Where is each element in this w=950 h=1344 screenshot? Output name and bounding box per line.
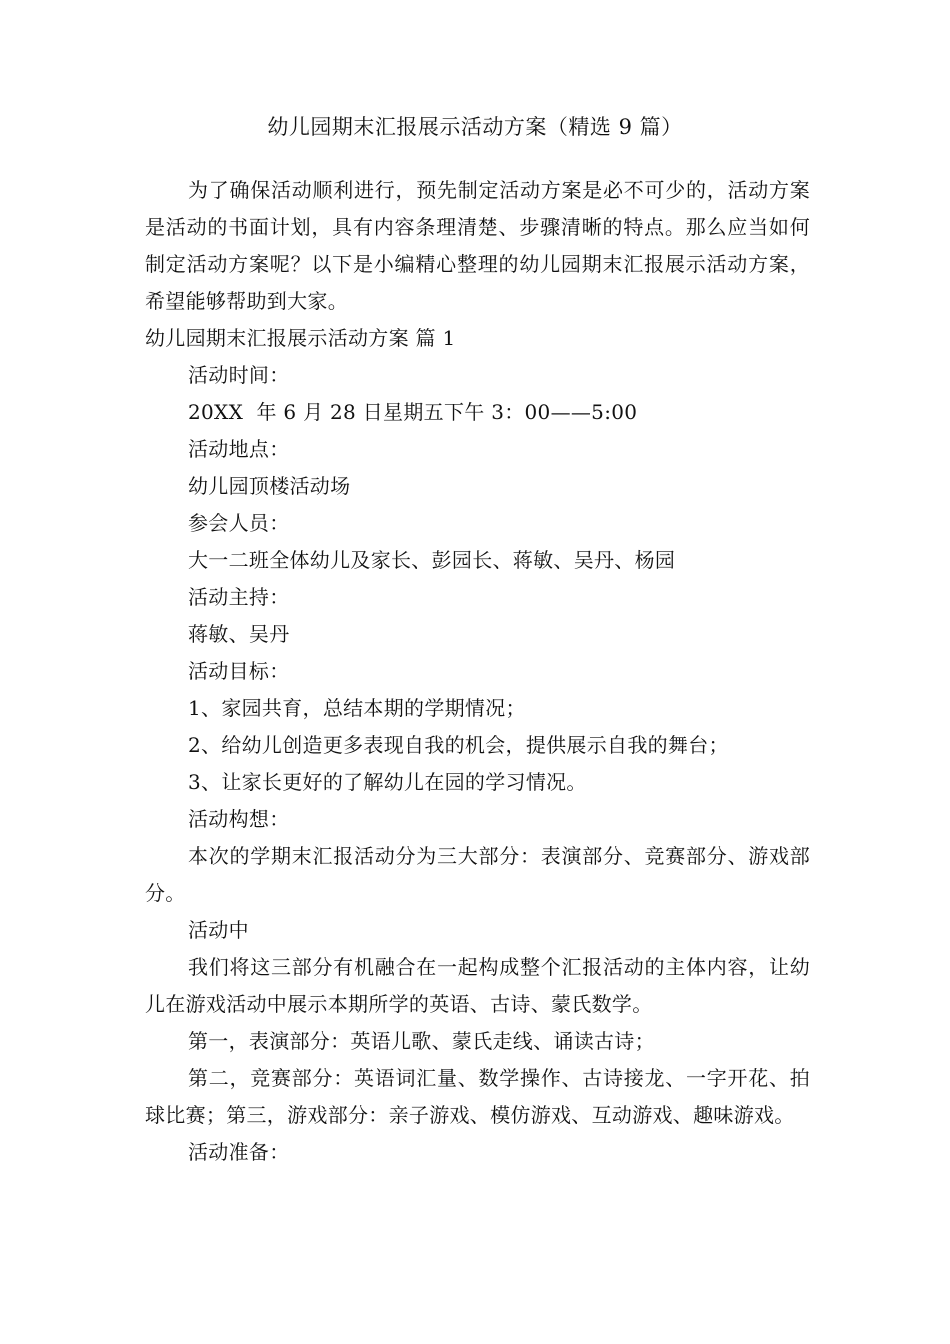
part-item: 第一，表演部分：英语儿歌、蒙氏走线、诵读古诗； — [188, 1029, 655, 1053]
document-title: 幼儿园期末汇报展示活动方案（精选 9 篇） — [267, 115, 683, 139]
label-concept: 活动构想： — [188, 807, 290, 831]
label-host: 活动主持： — [188, 585, 290, 609]
section-heading: 幼儿园期末汇报展示活动方案 篇 1 — [145, 326, 456, 350]
intro-paragraph: 为了确保活动顺利进行，预先制定活动方案是必不可少的，活动方案是活动的书面计划，具有内容条理清楚、步骤清晰的特点。那么应当如何制定活动方案呢？以下是小编精心整理的幼儿园期末汇报展示活动方案，希望能够帮助到大家。 — [145, 178, 810, 313]
concept-subheading: 活动中 — [188, 918, 249, 942]
label-participants: 参会人员： — [188, 511, 290, 535]
goal-item: 3、让家长更好的了解幼儿在园的学习情况。 — [188, 770, 587, 794]
label-goals: 活动目标： — [188, 659, 290, 683]
value-host: 蒋敏、吴丹 — [188, 622, 290, 646]
label-activity-time: 活动时间： — [188, 363, 290, 387]
label-preparation: 活动准备： — [188, 1140, 290, 1164]
goal-item: 2、给幼儿创造更多表现自我的机会，提供展示自我的舞台； — [188, 733, 729, 757]
concept-paragraph: 我们将这三部分有机融合在一起构成整个汇报活动的主体内容，让幼儿在游戏活动中展示本期所学的英语、古诗、蒙氏数学。 — [145, 955, 810, 1016]
value-participants: 大一二班全体幼儿及家长、彭园长、蒋敏、吴丹、杨园 — [188, 548, 676, 572]
value-activity-location: 幼儿园顶楼活动场 — [188, 474, 351, 498]
document-body — [145, 172, 810, 1171]
part-item: 第二，竞赛部分：英语词汇量、数学操作、古诗接龙、一字开花、拍球比赛；第三，游戏部分：亲子游戏、模仿游戏、互动游戏、趣味游戏。 — [145, 1066, 810, 1127]
value-activity-time: 20XX 年 6 月 28 日星期五下午 3：00——5:00 — [188, 400, 638, 424]
goal-item: 1、家园共育，总结本期的学期情况； — [188, 696, 526, 720]
concept-paragraph: 本次的学期末汇报活动分为三大部分：表演部分、竞赛部分、游戏部分。 — [145, 844, 810, 905]
label-activity-location: 活动地点： — [188, 437, 290, 461]
